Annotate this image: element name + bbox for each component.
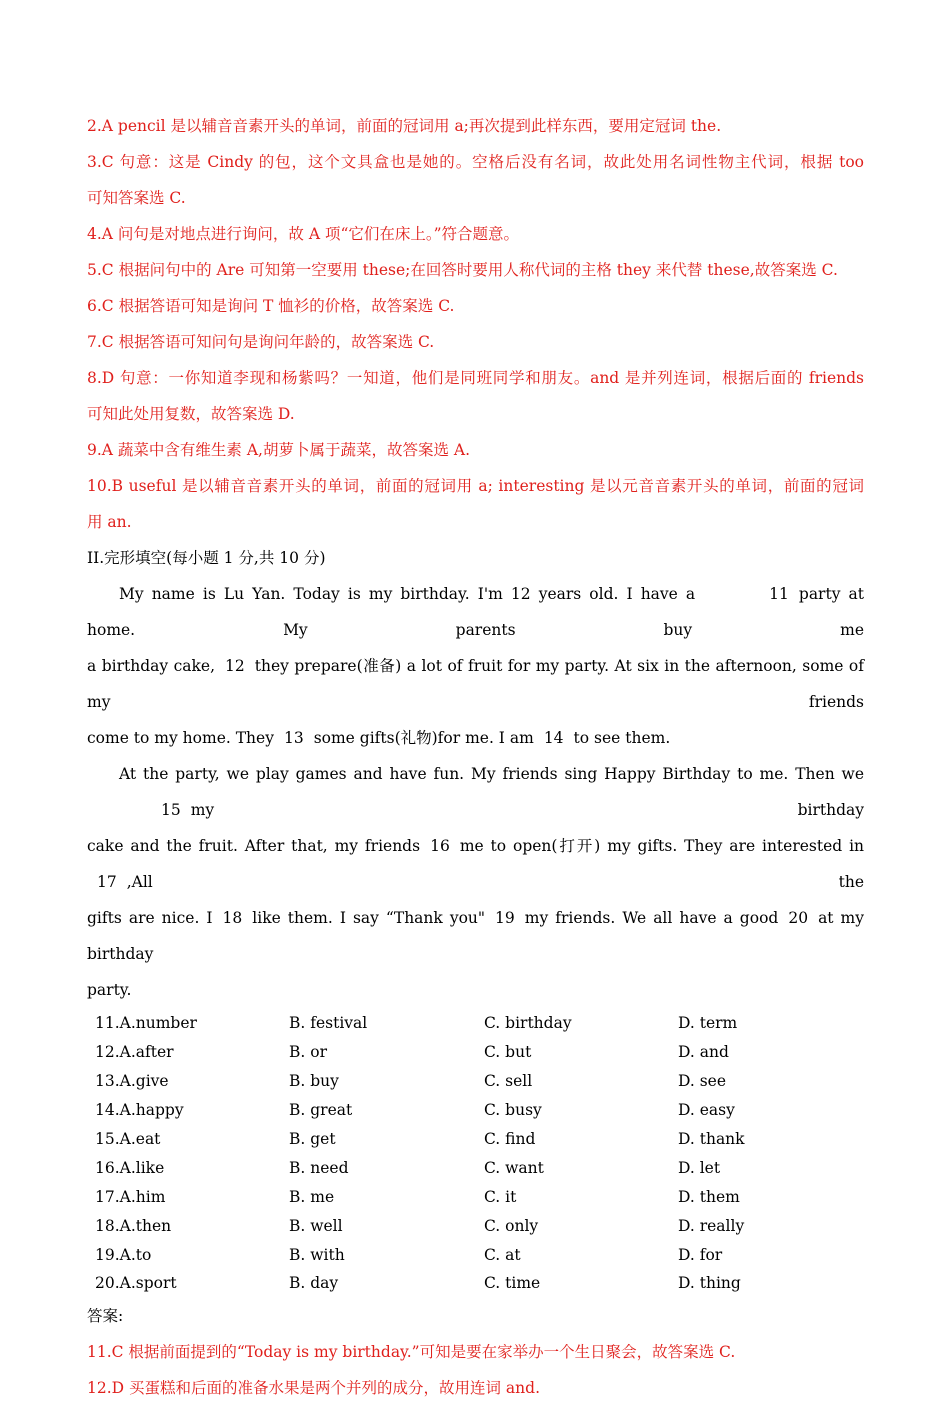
blank-14: 14 bbox=[543, 729, 564, 747]
blank-12: 12 bbox=[225, 657, 245, 675]
option-cell: C. time bbox=[484, 1274, 541, 1293]
explanation-line: 5.C 根据问句中的 Are 可知第一空要用 these;在回答时要用人称代词的主格 they 来代替 these,故答案选 C. bbox=[87, 261, 838, 279]
option-cell: 16.A.like bbox=[95, 1158, 165, 1177]
blank-11: 11 bbox=[769, 585, 789, 603]
explanations-top bbox=[87, 108, 864, 540]
passage-text: me to open(打开) my gifts. They are interested in bbox=[459, 837, 865, 855]
answer-label: 答案: bbox=[87, 1306, 124, 1325]
explanation-line: 11.C 根据前面提到的“Today is my birthday.”可知是要在家举办一个生日聚会，故答案选 C. bbox=[87, 1342, 736, 1361]
option-cell: 12.A.after bbox=[95, 1043, 174, 1062]
option-cell: D. thank bbox=[678, 1130, 745, 1148]
option-cell: D. see bbox=[678, 1072, 727, 1091]
passage-text: At the party, we play games and have fun. My friends sing Happy Birthday to me. Then we bbox=[119, 765, 864, 783]
option-cell: D. easy bbox=[678, 1101, 735, 1120]
option-cell: B. great bbox=[289, 1101, 353, 1120]
passage-text: ,All the bbox=[126, 873, 864, 891]
option-cell: C. but bbox=[484, 1043, 532, 1062]
option-row bbox=[95, 1096, 798, 1125]
option-cell: B. get bbox=[289, 1130, 336, 1148]
blank-18: 18 bbox=[222, 909, 243, 927]
option-cell: C. find bbox=[484, 1130, 536, 1148]
option-cell: 18.A.then bbox=[95, 1216, 172, 1235]
option-row bbox=[95, 1153, 798, 1182]
option-cell: 11.A.number bbox=[95, 1014, 197, 1033]
explanation-line: 7.C 根据答语可知问句是询问年龄的，故答案选 C. bbox=[87, 333, 435, 351]
explanation-line: 12.D 买蛋糕和后面的准备水果是两个并列的成分，故用连词 and. bbox=[87, 1378, 541, 1397]
passage-line bbox=[87, 648, 864, 720]
option-cell: 17.A.him bbox=[95, 1187, 166, 1206]
passage-text: gifts are nice. I bbox=[87, 909, 213, 927]
option-row bbox=[95, 1009, 798, 1038]
option-cell: C. busy bbox=[484, 1101, 542, 1120]
options-table bbox=[95, 1009, 798, 1298]
explanation-line: 4.A 问句是对地点进行询问，故 A 项“它们在床上。”符合题意。 bbox=[87, 225, 520, 243]
passage-text: My name is Lu Yan. Today is my birthday. I'm 12 years old. I have a bbox=[119, 585, 696, 603]
option-cell: B. need bbox=[289, 1158, 349, 1177]
option-row bbox=[95, 1211, 798, 1240]
blank-15: 15 bbox=[161, 801, 181, 819]
option-cell: B. day bbox=[289, 1274, 339, 1293]
option-cell: D. term bbox=[678, 1014, 738, 1033]
option-cell: 13.A.give bbox=[95, 1072, 169, 1091]
passage-line: party. bbox=[87, 981, 132, 999]
option-cell: D. really bbox=[678, 1216, 745, 1235]
explanation-line: 8.D 句意：一你知道李现和杨紫吗？一知道，他们是同班同学和朋友。and 是并列连词，根据后面的 friends bbox=[87, 369, 864, 387]
blank-19: 19 bbox=[495, 909, 515, 927]
passage-line bbox=[87, 756, 864, 828]
passage-line bbox=[87, 828, 864, 900]
option-cell: 15.A.eat bbox=[95, 1130, 161, 1148]
option-cell: B. festival bbox=[289, 1014, 368, 1033]
option-cell: C. at bbox=[484, 1245, 521, 1264]
passage-text: to see them. bbox=[573, 729, 671, 747]
explanations-bottom bbox=[87, 1334, 864, 1406]
explanation-line: 10.B useful 是以辅音音素开头的单词，前面的冠词用 a; interesting 是以元音音素开头的单词，前面的冠词 bbox=[87, 477, 864, 495]
option-cell: C. birthday bbox=[484, 1014, 572, 1033]
passage-text: at my birthday bbox=[87, 909, 865, 963]
document-page bbox=[87, 108, 864, 1406]
option-cell: D. let bbox=[678, 1158, 721, 1177]
passage-text: they prepare(准备) a lot of fruit for my party. At six in the afternoon, some of my friends bbox=[87, 657, 864, 711]
option-cell: 14.A.happy bbox=[95, 1101, 184, 1120]
passage-line bbox=[87, 576, 864, 648]
explanation-line: 3.C 句意：这是 Cindy 的包，这个文具盒也是她的。空格后没有名词，故此处用名词性物主代词，根据 too bbox=[87, 153, 864, 171]
option-cell: B. or bbox=[289, 1043, 327, 1062]
option-cell: B. buy bbox=[289, 1072, 339, 1091]
blank-17: 17 bbox=[97, 873, 117, 891]
option-row bbox=[95, 1240, 798, 1269]
option-cell: B. me bbox=[289, 1187, 335, 1206]
passage-text: cake and the fruit. After that, my friends bbox=[87, 837, 421, 855]
option-row bbox=[95, 1269, 798, 1298]
option-cell: C. want bbox=[484, 1158, 544, 1177]
passage-text: a birthday cake, bbox=[87, 657, 216, 675]
explanation-line: 可知答案选 C. bbox=[87, 189, 186, 207]
section-title: II.完形填空(每小题 1 分,共 10 分) bbox=[87, 549, 326, 567]
passage-line bbox=[87, 720, 864, 756]
option-cell: C. it bbox=[484, 1187, 517, 1206]
blank-20: 20 bbox=[788, 909, 809, 927]
explanation-line: 9.A 蔬菜中含有维生素 A,胡萝卜属于蔬菜，故答案选 A. bbox=[87, 441, 471, 459]
option-row bbox=[95, 1125, 798, 1154]
passage-line bbox=[87, 900, 864, 972]
explanation-line: 2.A pencil 是以辅音音素开头的单词，前面的冠词用 a;再次提到此样东西，要用定冠词 the. bbox=[87, 117, 722, 135]
explanation-line: 可知此处用复数，故答案选 D. bbox=[87, 405, 295, 423]
passage-text: my birthday bbox=[190, 801, 864, 819]
option-cell: B. with bbox=[289, 1245, 345, 1264]
option-cell: D. thing bbox=[678, 1274, 741, 1293]
option-row bbox=[95, 1067, 798, 1096]
option-cell: C. sell bbox=[484, 1072, 533, 1091]
option-row bbox=[95, 1038, 798, 1067]
passage-text: come to my home. They bbox=[87, 729, 274, 747]
passage-text: my friends. We all have a good bbox=[524, 909, 779, 927]
option-cell: B. well bbox=[289, 1216, 343, 1235]
cloze-passage bbox=[87, 576, 864, 1008]
passage-text: like them. I say “Thank you" bbox=[252, 909, 486, 927]
option-cell: D. for bbox=[678, 1245, 723, 1264]
blank-13: 13 bbox=[283, 729, 304, 747]
passage-text: party at home. My parents buy me bbox=[87, 585, 864, 639]
option-cell: 19.A.to bbox=[95, 1245, 152, 1264]
option-cell: D. them bbox=[678, 1187, 740, 1206]
option-row bbox=[95, 1182, 798, 1211]
explanation-line: 6.C 根据答语可知是询问 T 恤衫的价格，故答案选 C. bbox=[87, 297, 455, 315]
option-cell: D. and bbox=[678, 1043, 729, 1062]
passage-text: some gifts(礼物)for me. I am bbox=[313, 729, 534, 747]
explanation-line: 用 an. bbox=[87, 513, 132, 531]
option-cell: C. only bbox=[484, 1216, 539, 1235]
blank-16: 16 bbox=[430, 837, 450, 855]
option-cell: 20.A.sport bbox=[95, 1274, 177, 1293]
